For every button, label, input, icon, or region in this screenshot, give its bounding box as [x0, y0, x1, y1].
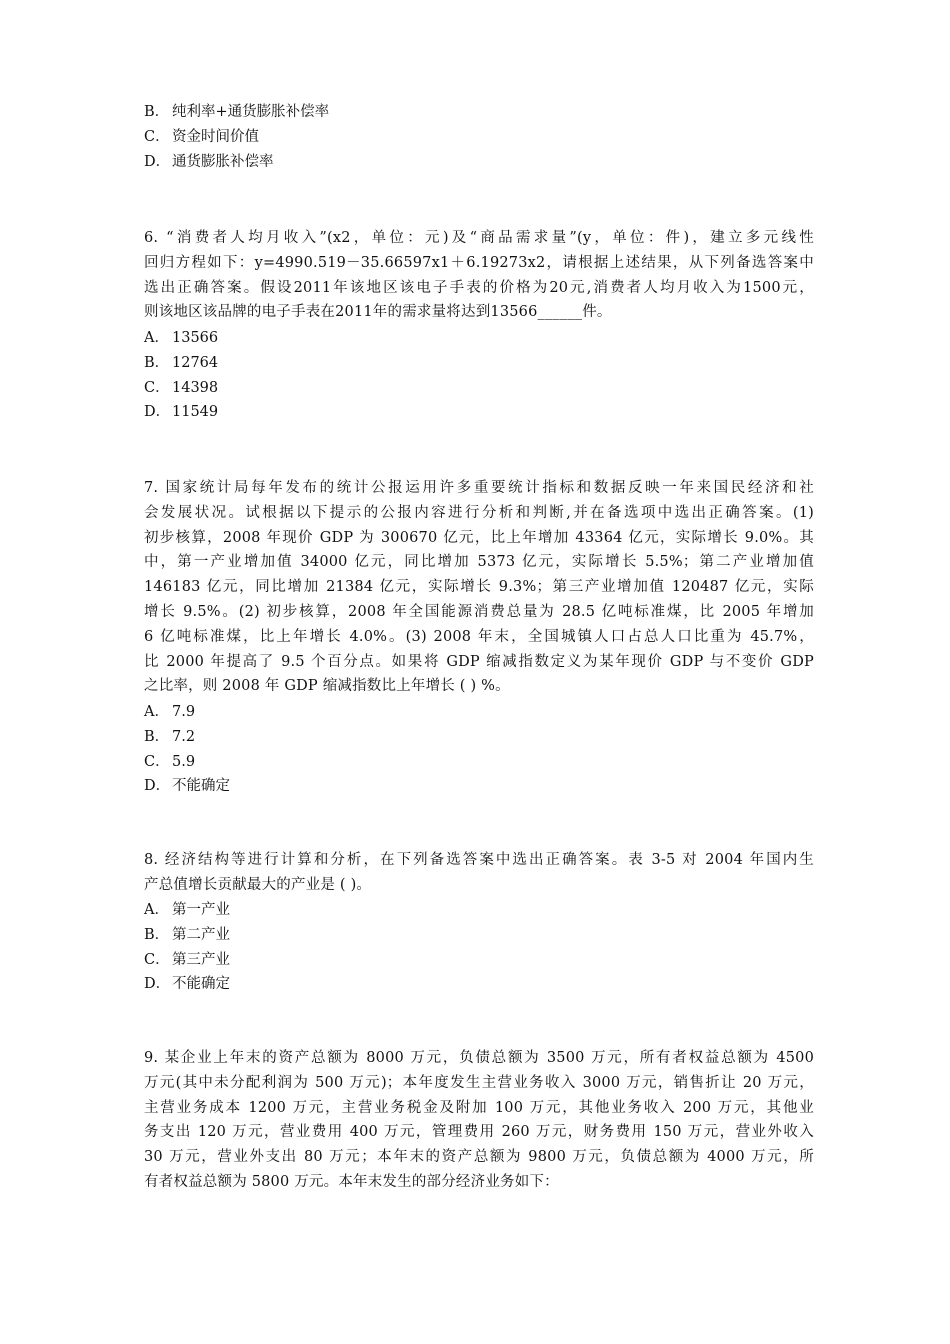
option-letter: C．	[144, 128, 170, 145]
stem-line: 产总值增长贡献最大的产业是 ( )。	[144, 876, 372, 893]
option-letter: D．	[144, 976, 171, 993]
stem-line: 则该地区该品牌的电子手表在2011年的需求量将达到13566______件。	[144, 304, 612, 321]
option-b	[144, 351, 814, 376]
stem-line: 增长 9.5%。(2) 初步核算，2008 年全国能源消费总量为 28.5 亿吨标准煤，比 2005 年增加	[144, 603, 814, 620]
option-text: 资金时间价值	[172, 128, 259, 145]
stem-line: 6 亿吨标准煤，比上年增长 4.0%。(3) 2008 年末，全国城镇人口占总人口比重为 45.7%，	[144, 628, 814, 645]
q6-options	[144, 326, 814, 425]
option-letter: B．	[144, 926, 170, 943]
option-text: 7.9	[172, 704, 196, 720]
option-text: 5.9	[172, 753, 196, 770]
option-letter: D．	[144, 153, 171, 170]
q6-stem	[144, 226, 814, 325]
option-text: 第一产业	[172, 902, 230, 918]
stem-line: 30 万元，营业外支出 80 万元；本年末的资产总额为 9800 万元，负债总额为 4000 万元，所	[144, 1149, 814, 1166]
stem-line: 选出正确答案。假设2011年该地区该电子手表的价格为20元,消费者人均月收入为1500元，	[144, 279, 814, 296]
option-c	[144, 750, 814, 775]
option-a	[144, 326, 814, 351]
q9-stem	[144, 1046, 814, 1195]
option-b	[144, 725, 814, 750]
option-letter: C．	[144, 951, 170, 968]
q5-options	[144, 100, 814, 174]
option-letter: A．	[144, 330, 169, 346]
stem-line: 务支出 120 万元，营业费用 400 万元，管理费用 260 万元，财务费用 150 万元，营业外收入	[144, 1124, 814, 1141]
option-letter: B．	[144, 104, 170, 120]
option-text: 不能确定	[172, 778, 230, 795]
option-text: 11549	[172, 404, 219, 421]
stem-line: 之比率，则 2008 年 GDP 缩减指数比上年增长 ( ) %。	[144, 678, 510, 695]
q8-stem	[144, 848, 814, 898]
option-text: 不能确定	[172, 976, 230, 993]
option-text: 第二产业	[172, 926, 230, 943]
option-letter: C．	[144, 379, 170, 396]
stem-line: 6. “消费者人均月收入”(x2，单位：元)及“商品需求量”(y，单位：件)，建立多元线性	[144, 230, 814, 246]
option-letter: D．	[144, 404, 171, 421]
option-text: 13566	[172, 330, 219, 346]
stem-line: 中，第一产业增加值 34000 亿元，同比增加 5373 亿元，实际增长 5.5%；第二产业增加值	[144, 554, 814, 571]
stem-line: 万元(其中未分配利润为 500 万元)；本年度发生主营业务收入 3000 万元，销售折让 20 万元，	[144, 1074, 814, 1091]
q7-stem	[144, 476, 814, 699]
option-letter: D．	[144, 778, 171, 795]
stem-line: 主营业务成本 1200 万元，主营业务税金及附加 100 万元，其他业务收入 200 万元，其他业	[144, 1099, 814, 1116]
option-d	[144, 972, 814, 997]
option-b	[144, 100, 814, 125]
stem-line: 146183 亿元，同比增加 21384 亿元，实际增长 9.3%；第三产业增加值 120487 亿元，实际	[144, 579, 814, 596]
option-text: 纯利率+通货膨胀补偿率	[172, 104, 330, 120]
option-letter: C．	[144, 753, 170, 770]
option-letter: A．	[144, 704, 169, 720]
option-letter: B．	[144, 354, 170, 371]
q8-options	[144, 898, 814, 997]
stem-line: 会发展状况。试根据以下提示的公报内容进行分析和判断,并在备选项中选出正确答案。(1)	[144, 504, 814, 521]
option-a	[144, 898, 814, 923]
stem-line: 8. 经济结构等进行计算和分析，在下列备选答案中选出正确答案。表 3-5 对 2004 年国内生	[144, 852, 814, 868]
option-text: 14398	[172, 379, 219, 396]
stem-line: 回归方程如下：y=4990.519－35.66597x1＋6.19273x2，请根据上述结果，从下列备选答案中	[144, 254, 814, 271]
option-b	[144, 923, 814, 948]
stem-line: 比 2000 年提高了 9.5 个百分点。如果将 GDP 缩减指数定义为某年现价 GDP 与不变价 GDP	[144, 653, 814, 670]
stem-line: 初步核算，2008 年现价 GDP 为 300670 亿元，比上年增加 43364 亿元，实际增长 9.0%。其	[144, 529, 814, 546]
option-c	[144, 125, 814, 150]
option-letter: B．	[144, 728, 170, 745]
option-d	[144, 150, 814, 175]
option-d	[144, 400, 814, 425]
option-text: 7.2	[172, 728, 196, 745]
option-letter: A．	[144, 902, 169, 918]
option-text: 12764	[172, 354, 219, 371]
option-text: 第三产业	[172, 951, 230, 968]
option-c	[144, 376, 814, 401]
option-a	[144, 700, 814, 725]
option-text: 通货膨胀补偿率	[172, 153, 274, 170]
option-c	[144, 948, 814, 973]
q7-options	[144, 700, 814, 799]
stem-line: 7. 国家统计局每年发布的统计公报运用许多重要统计指标和数据反映一年来国民经济和社	[144, 480, 814, 496]
stem-line: 有者权益总额为 5800 万元。本年末发生的部分经济业务如下：	[144, 1173, 559, 1190]
stem-line: 9. 某企业上年末的资产总额为 8000 万元，负债总额为 3500 万元，所有者权益总额为 4500	[144, 1050, 814, 1066]
option-d	[144, 774, 814, 799]
